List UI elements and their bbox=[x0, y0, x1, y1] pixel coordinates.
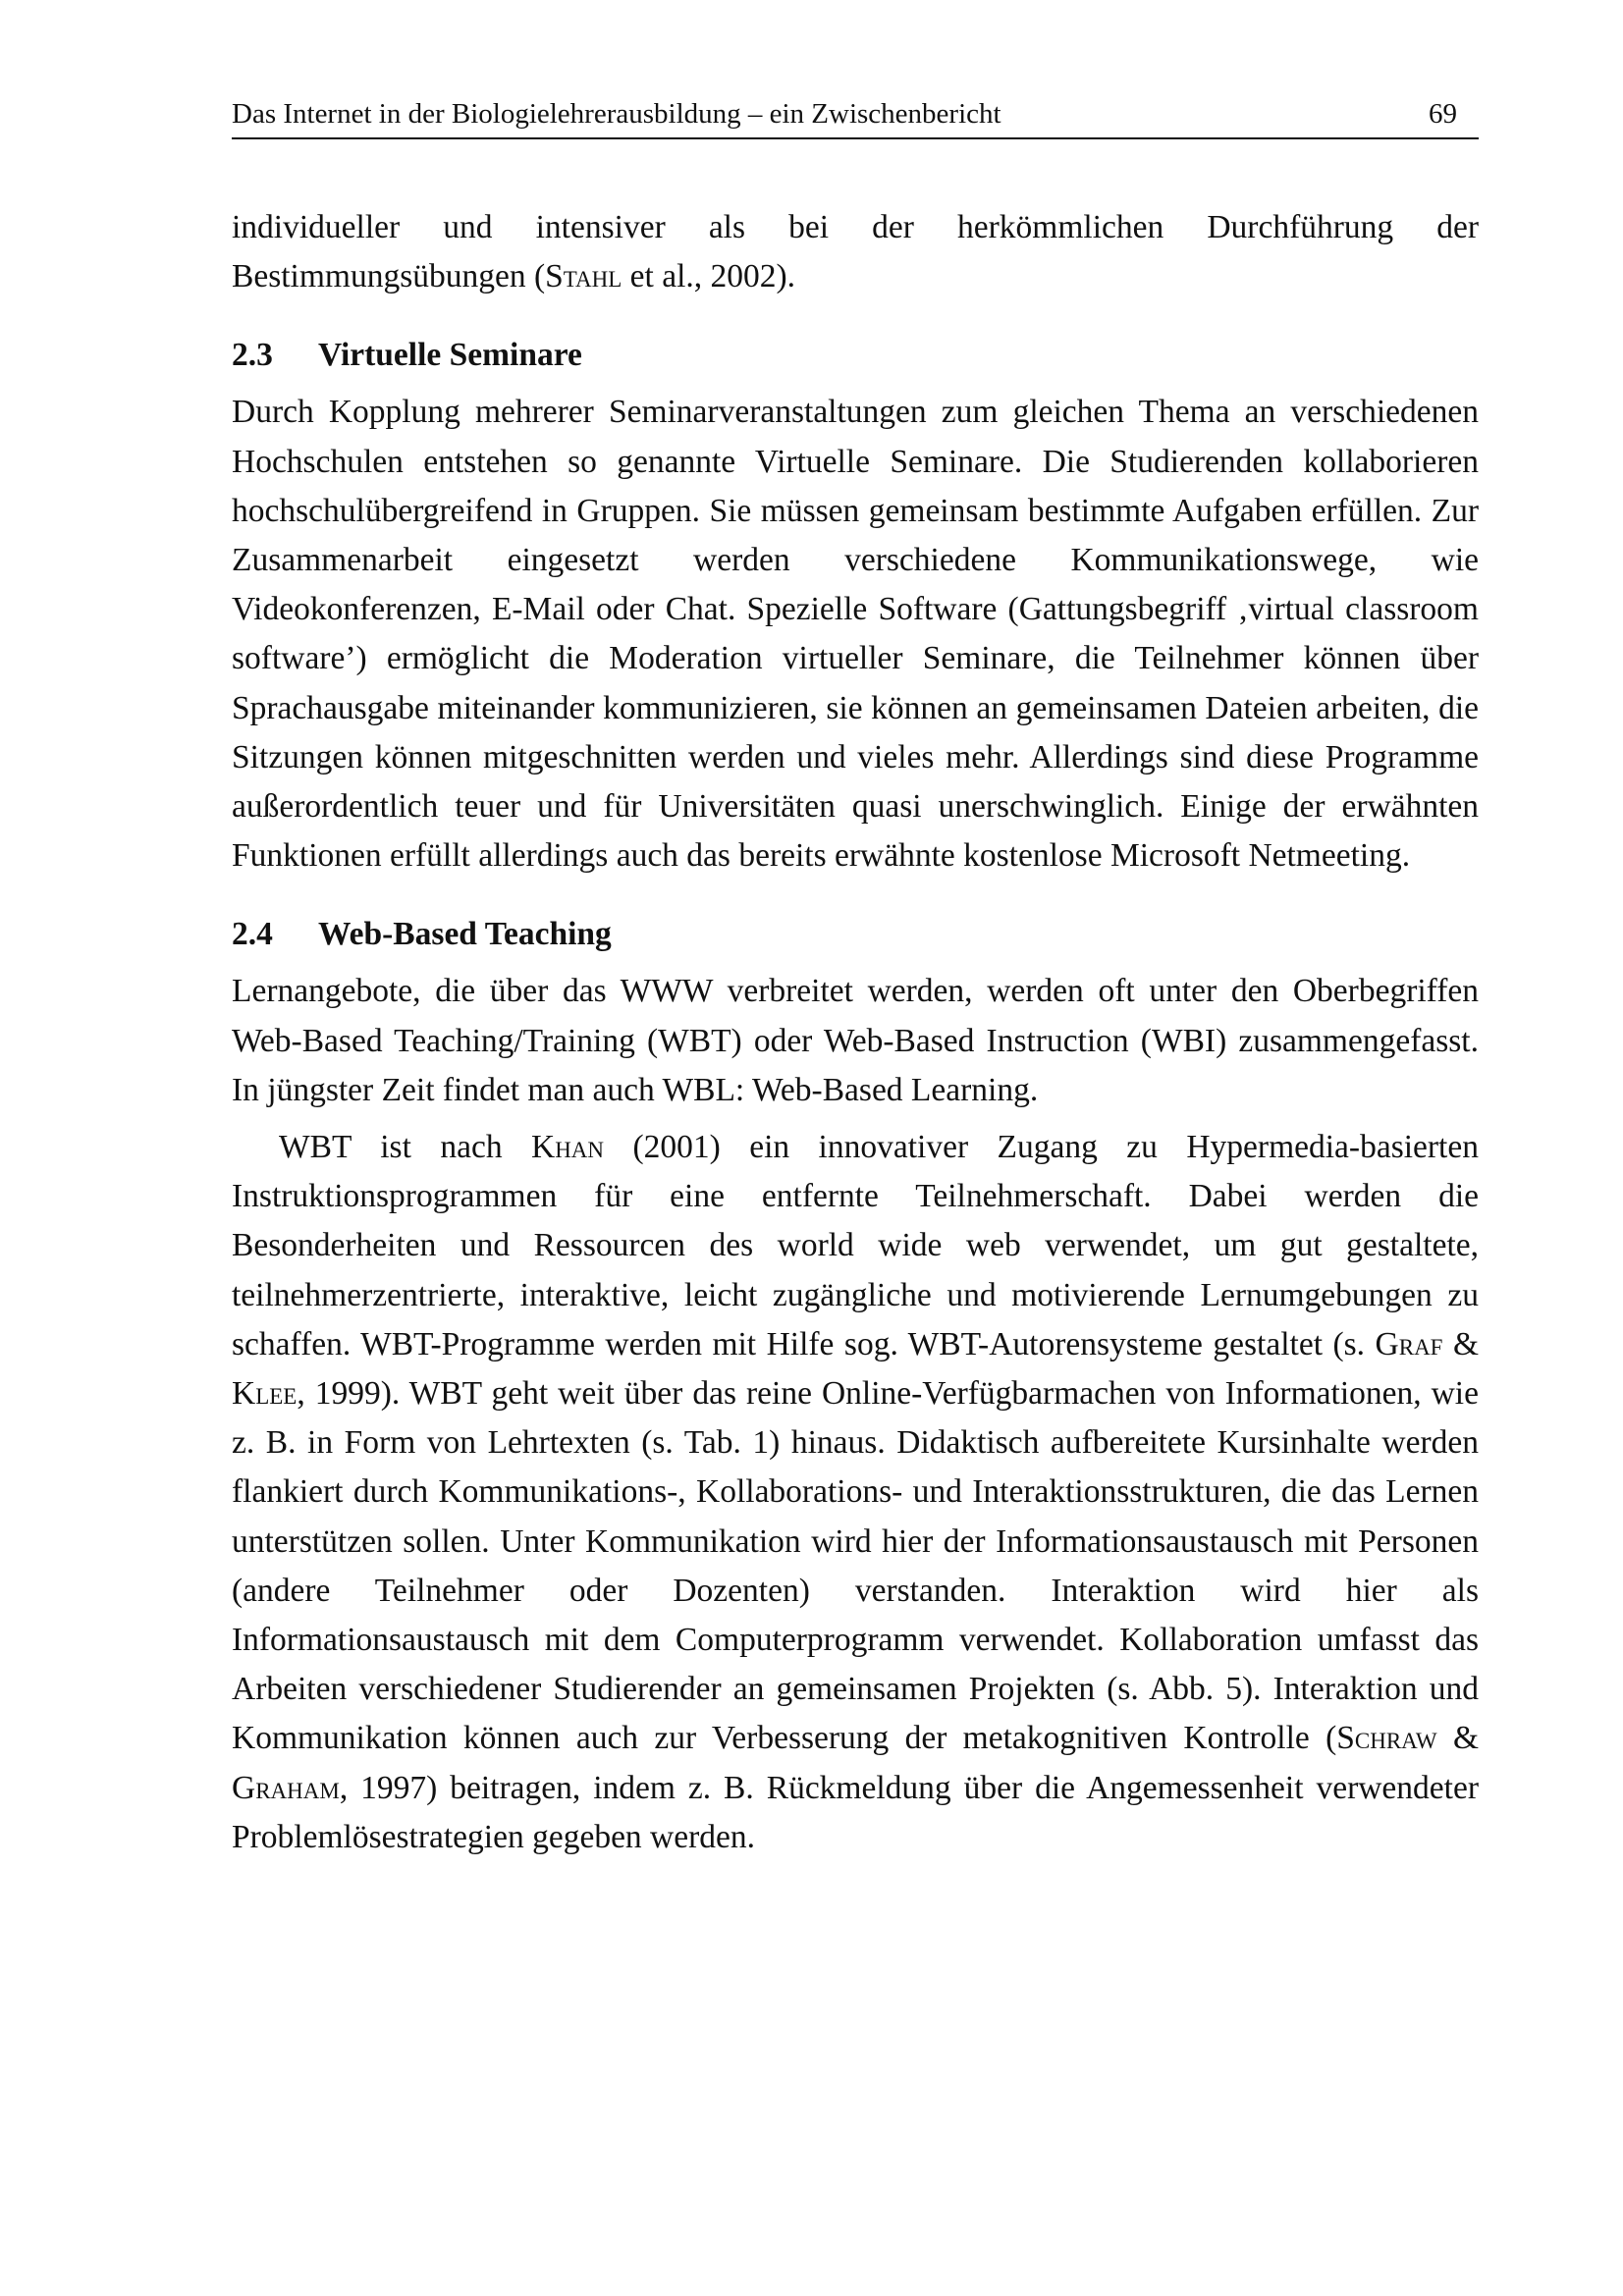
text-run: & bbox=[1442, 1325, 1480, 1362]
section-number: 2.3 bbox=[232, 337, 273, 374]
citation-author: Graf bbox=[1375, 1325, 1443, 1362]
text-run: (2001) ein innovativer Zugang zu Hypermedia-basierten Instruktionsprogrammen für eine entfernte Teilnehmerschaft. Dabei werden die Besonderheiten und Ressourcen des world wide web verwendet, um gut gestaltete, teilnehmerzentrierte, interaktive, leicht zugängliche und motivierende Lernumgebungen zu schaffen. WBT-Programme werden mit Hilfe sog. WBT-Autorensysteme gestaltet (s. bbox=[232, 1129, 1479, 1362]
continuation-paragraph bbox=[232, 203, 1479, 301]
citation-author: Graham bbox=[232, 1769, 340, 1806]
spacer bbox=[232, 380, 1479, 388]
section-title: Virtuelle Seminare bbox=[318, 337, 582, 374]
text-run: individueller und intensiver als bei der herkömmlichen Durchführung der Bestimmungsübungen ( bbox=[232, 209, 1479, 295]
text-run: , 1997) beitragen, indem z. B. Rückmeldung über die Angemessenheit verwendeter Problemlösestrategien gegeben werden. bbox=[232, 1769, 1479, 1855]
section-title: Web-Based Teaching bbox=[318, 916, 612, 953]
section-number: 2.4 bbox=[232, 916, 273, 953]
spacer bbox=[232, 881, 1479, 910]
section-2-4-paragraph-1: Lernangebote, die über das WWW verbreitet werden, werden oft unter den Oberbegriffen Web-Based Teaching/Training (WBT) oder Web-Based Instruction (WBI) zusammengefasst. In jüngster Zeit findet man auch WBL: Web-Based Learning. bbox=[232, 973, 1479, 1108]
text-run: et al., 2002). bbox=[622, 258, 796, 295]
section-2-3-paragraph: Durch Kopplung mehrerer Seminarveranstaltungen zum gleichen Thema an verschiedenen Hochschulen entstehen so genannte Virtuelle Seminare. Die Studierenden kollaborieren hochschulübergreifend in Gruppen. Sie müssen gemeinsam bestimmte Aufgaben erfüllen. Zur Zusammenarbeit eingesetzt werden verschiedene Kommunikationswege, wie Videokonferenzen, E-Mail oder Chat. Spezielle Software (Gattungsbegriff ‚virtual classroom software’) ermöglicht die Moderation virtueller Seminare, die Teilnehmer können über Sprachausgabe miteinander kommunizieren, sie können an gemeinsamen Dateien arbeiten, die Sitzungen können mitgeschnitten werden und vieles mehr. Allerdings sind diese Programme außerordentlich teuer und für Universitäten quasi unerschwinglich. Einige der erwähnten Funktionen erfüllt allerdings auch das bereits erwähnte kostenlose Microsoft Netmeeting. bbox=[232, 394, 1479, 875]
spacer bbox=[232, 301, 1479, 331]
citation-author: Stahl bbox=[545, 258, 622, 295]
section-2-4-paragraph-2 bbox=[232, 1123, 1479, 1862]
section-heading-2-3 bbox=[232, 331, 1479, 380]
text-run: & bbox=[1436, 1720, 1480, 1757]
citation-author: Schraw bbox=[1336, 1720, 1437, 1757]
text-run: , 1999). WBT geht weit über das reine Online-Verfügbarmachen von Informationen, wie z. B. in Form von Lehrtexten (s. Tab. 1) hinaus. Didaktisch aufbereitete Kursinhalte werden flankiert durch Kommunikations-, Kollaborations- und Interaktionsstrukturen, die das Lernen unterstützen sollen. Unter Kommunikation wird hier der Informationsaustausch mit Personen (andere Teilnehmer oder Dozenten) verstanden. Interaktion wird hier als Informationsaustausch mit dem Computerprogramm verwendet. Kollaboration umfasst das Arbeiten verschiedener Studierender an gemeinsamen Projekten (s. Abb. 5). Interaktion und Kommunikation können auch zur Verbesserung der metakognitiven Kontrolle ( bbox=[232, 1375, 1479, 1757]
section-heading-2-4 bbox=[232, 910, 1479, 959]
text-run: WBT ist nach bbox=[279, 1129, 531, 1166]
page-number: 69 bbox=[1429, 98, 1457, 130]
citation-author: Klee bbox=[232, 1375, 298, 1413]
citation-author: Khan bbox=[531, 1129, 605, 1166]
body-text bbox=[232, 203, 1479, 1862]
running-head bbox=[232, 96, 1479, 139]
running-head-title: Das Internet in der Biologielehrerausbildung – ein Zwischenbericht bbox=[232, 98, 1001, 130]
spacer bbox=[232, 1115, 1479, 1123]
spacer bbox=[232, 959, 1479, 967]
